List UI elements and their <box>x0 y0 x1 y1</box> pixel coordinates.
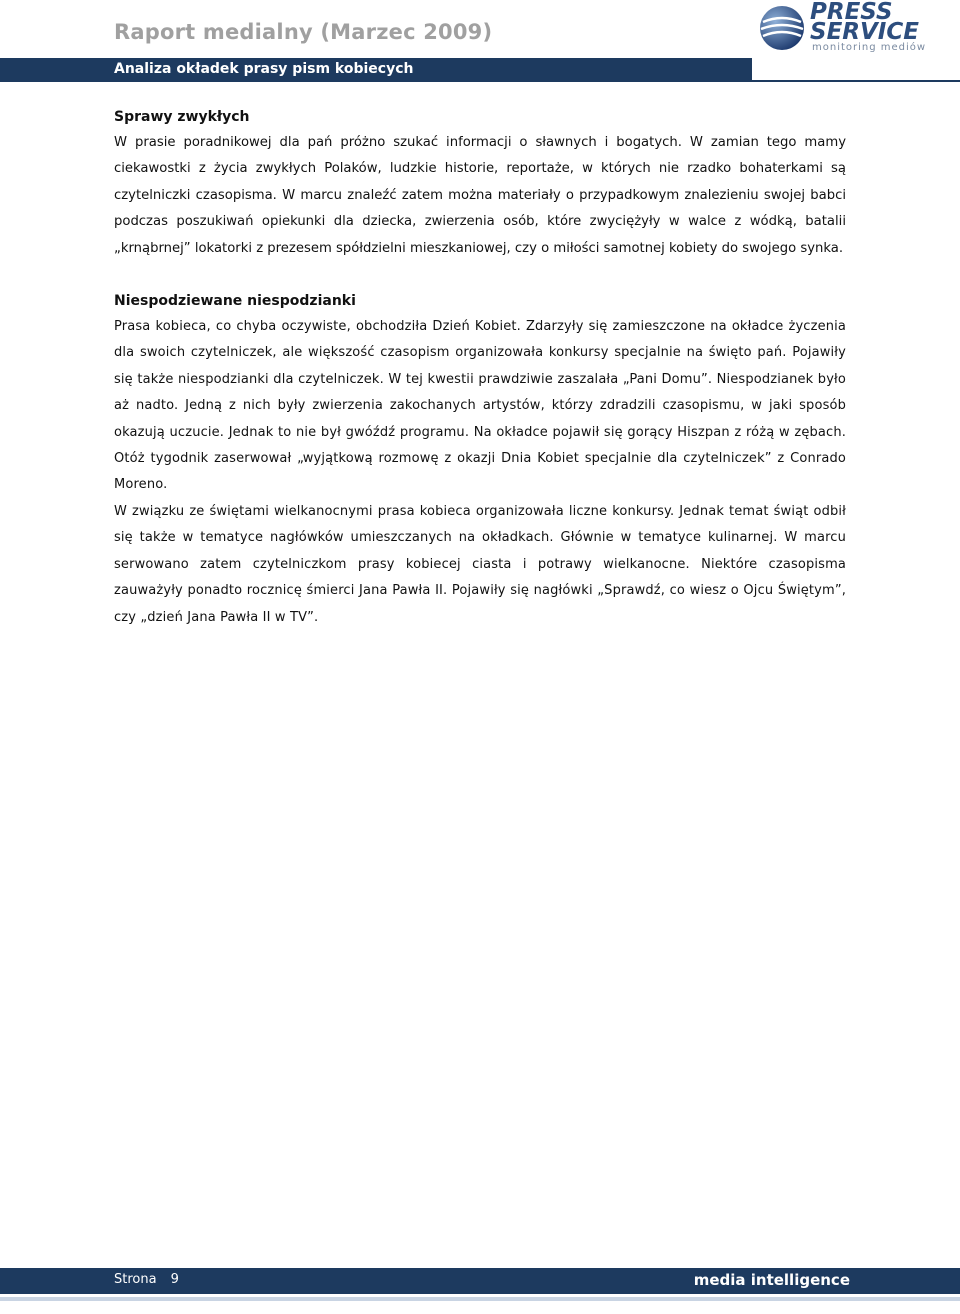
section-heading: Niespodziewane niespodzianki <box>114 293 356 310</box>
footer-brand: media intelligence <box>693 1271 850 1289</box>
report-title: Raport medialny (Marzec 2009) <box>114 20 493 44</box>
logo-wordmark <box>810 0 919 45</box>
section-paragraph: W związku ze świętami wielkanocnymi prasa kobieca organizowała liczne konkursy. Jednak temat świąt odbił się także w tematyce nagłówków umieszczanych na okładkach. Głównie w tematyce kulinarnej. W marcu serwowano zatem czytelniczkom prasy kobiecej ciasta i potrawy wielkanocne. Niektóre czasopisma zauważyły ponadto rocznicę śmierci Jana Pawła II. Pojawiły się nagłówki „Sprawdź, co wiesz o Ojcu Świętym”, czy „dzień Jana Pawła II w TV”. <box>114 503 846 625</box>
logo-tagline: monitoring mediów <box>812 42 927 53</box>
section-spacer <box>114 262 846 288</box>
section-paragraph: Prasa kobieca, co chyba oczywiste, obchodziła Dzień Kobiet. Zdarzyły się zamieszczone na okładce życzenia dla swoich czytelniczek, ale większość czasopism organizowała konkursy specjalnie na święto pań. Pojawiły się także niespodzianki dla czytelniczek. W tej kwestii prawdziwie zaszalała „Pani Domu”. Niespodzianek było aż nadto. Jedną z nich były zwierzenia zakochanych artystów, którzy zdradzili czasopismu, w jaki sposób okazują uczucie. Jednak to nie był gwóźdź programu. Na okładce pojawił się gorący Hiszpan z różą w zębach. Otóż tygodnik zaserwował „wyjątkową rozmowę z okazji Dnia Kobiet specjalnie dla czytelniczek” z Conrado Moreno. <box>114 319 846 493</box>
page-label: Strona <box>114 1272 157 1287</box>
press-service-logo <box>758 2 948 56</box>
footer-divider <box>0 1297 960 1301</box>
report-subtitle: Analiza okładek prasy pism kobiecych <box>114 61 414 77</box>
document-body <box>114 104 846 631</box>
page-indicator <box>114 1272 193 1287</box>
logo-word-service: SERVICE <box>810 19 919 45</box>
section-paragraph: W prasie poradnikowej dla pań próżno szukać informacji o sławnych i bogatych. W zamian tego mamy ciekawostki z życia zwykłych Polaków, ludzkie historie, reportaże, w których nie rzadko bohaterkami są czytelniczki czasopisma. W marcu znaleźć zatem można materiały o przypadkowym znalezieniu swojej babci podczas poszukiwań opiekunki dla dziecka, zwierzenia osób, które zwyciężyły w walce z wódką, batalii „krnąbrnej” lokatorki z prezesem spółdzielni mieszkaniowej, czy o miłości samotnej kobiety do swojego synka. <box>114 135 846 256</box>
page-number: 9 <box>170 1272 179 1287</box>
logo-word-press: PRESS <box>810 0 893 25</box>
globe-icon <box>758 4 806 52</box>
section-heading: Sprawy zwykłych <box>114 109 250 125</box>
header-divider <box>752 80 960 82</box>
